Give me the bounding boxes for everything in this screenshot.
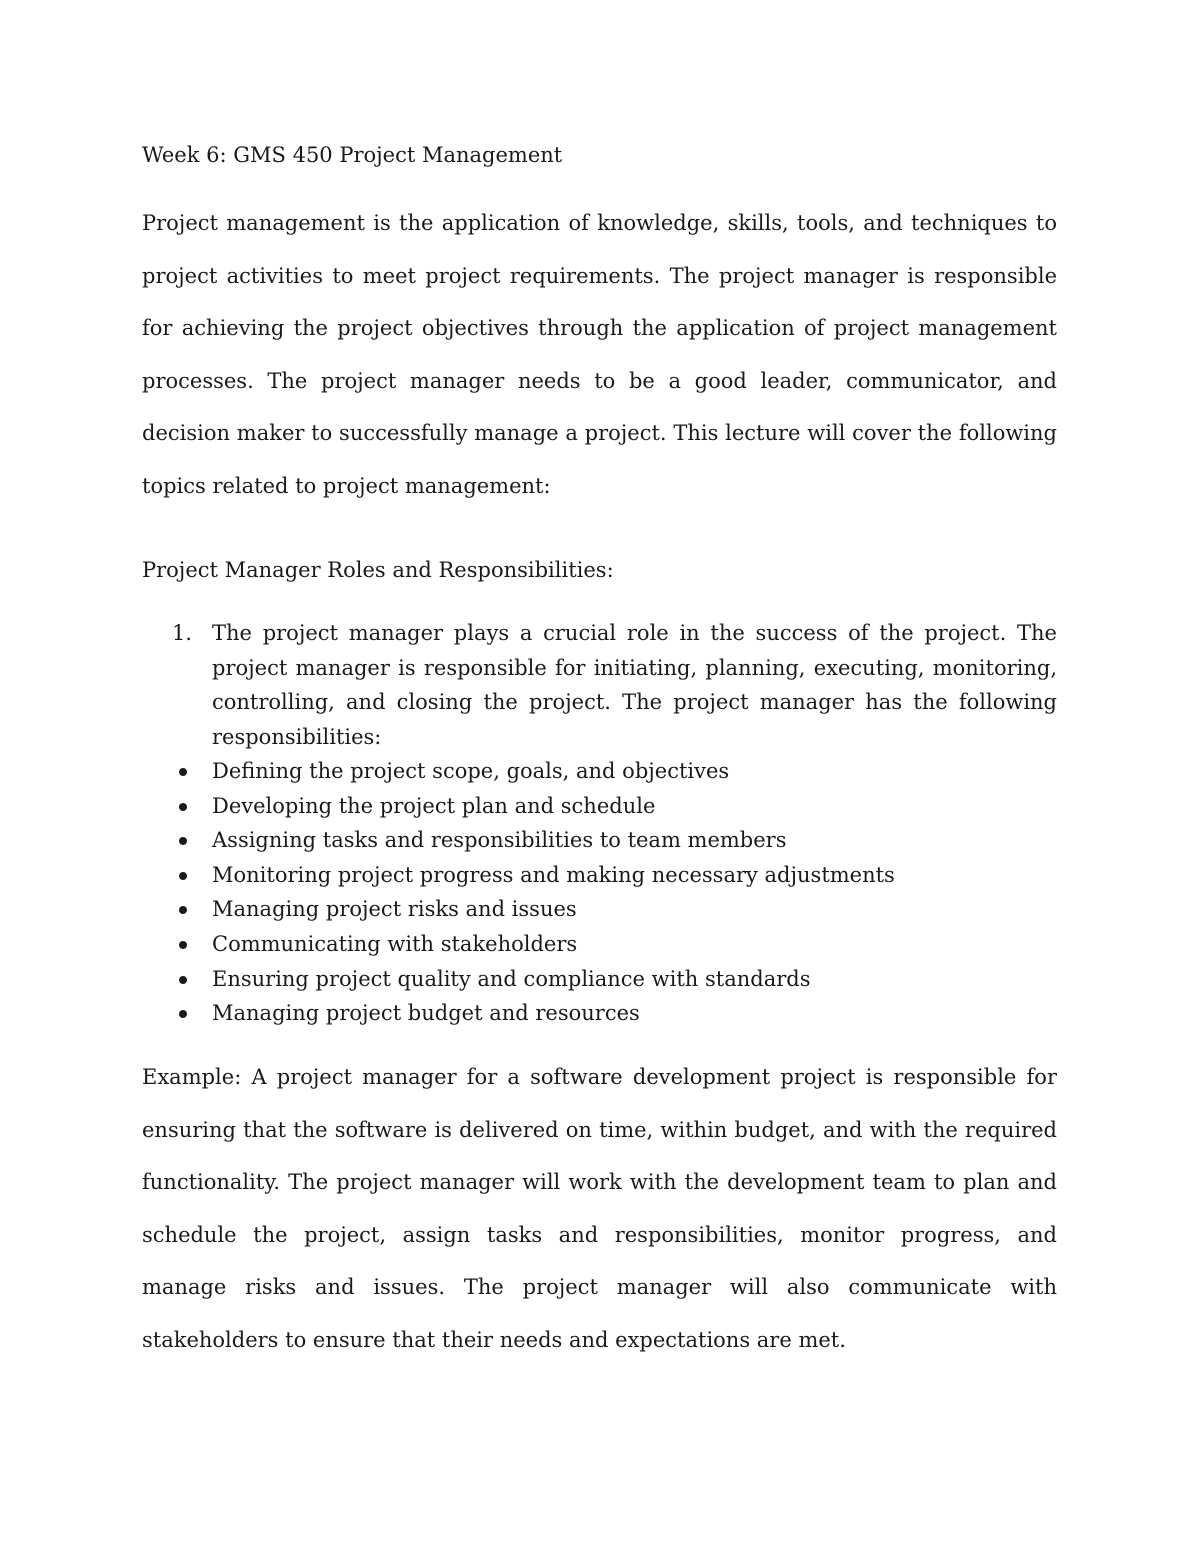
list-item-text: Managing project budget and resources bbox=[212, 1001, 640, 1026]
list-item-text: Monitoring project progress and making necessary adjustments bbox=[212, 862, 895, 887]
list-item bbox=[142, 927, 1057, 962]
list-item bbox=[142, 823, 1057, 858]
example-paragraph: Example: A project manager for a software development project is responsible for ensuring that the software is delivered on time, within budget, and with the required functionality. The project manager will work with the development team to plan and schedule the project, assign tasks and responsibilities, monitor progress, and manage risks and issues. The project manager will also communicate with stakeholders to ensure that their needs and expectations are met. bbox=[142, 1065, 1057, 1352]
bullet-icon bbox=[179, 837, 187, 845]
bullet-icon bbox=[179, 1010, 187, 1018]
list-item bbox=[142, 858, 1057, 893]
intro-paragraph: Project management is the application of knowledge, skills, tools, and techniques to project activities to meet project requirements. The project manager is responsible for achieving the project objectives through the application of project management processes. The project manager needs to be a good leader, communicator, and decision maker to successfully manage a project. This lecture will cover the following topics related to project management: bbox=[142, 211, 1057, 498]
list-item-text: Developing the project plan and schedule bbox=[212, 793, 656, 818]
bullet-icon bbox=[179, 976, 187, 984]
bullet-icon bbox=[179, 768, 187, 776]
list-item-text: Ensuring project quality and compliance with standards bbox=[212, 966, 811, 991]
numbered-list-item bbox=[142, 616, 1057, 754]
list-item bbox=[142, 892, 1057, 927]
list-item-text: Assigning tasks and responsibilities to team members bbox=[212, 828, 787, 853]
list-item-text: Communicating with stakeholders bbox=[212, 931, 578, 956]
bullet-icon bbox=[179, 803, 187, 811]
list-number: 1. bbox=[172, 621, 193, 645]
list-item-text: Managing project risks and issues bbox=[212, 897, 577, 922]
list-item bbox=[142, 962, 1057, 997]
list-item bbox=[142, 789, 1057, 824]
list-item bbox=[142, 754, 1057, 789]
section-heading: Project Manager Roles and Responsibilities: bbox=[142, 558, 614, 582]
document-title: Week 6: GMS 450 Project Management bbox=[142, 143, 563, 167]
bullet-icon bbox=[179, 872, 187, 880]
responsibilities-list bbox=[142, 754, 1057, 1031]
bullet-icon bbox=[179, 941, 187, 949]
list-item-text: Defining the project scope, goals, and objectives bbox=[212, 759, 730, 783]
list-item bbox=[142, 996, 1057, 1031]
numbered-item-text: The project manager plays a crucial role in the success of the project. The project manager is responsible for initiating, planning, executing, monitoring, controlling, and closing the project. The project manager has the following responsibilities: bbox=[212, 621, 1057, 749]
bullet-icon bbox=[179, 906, 187, 914]
